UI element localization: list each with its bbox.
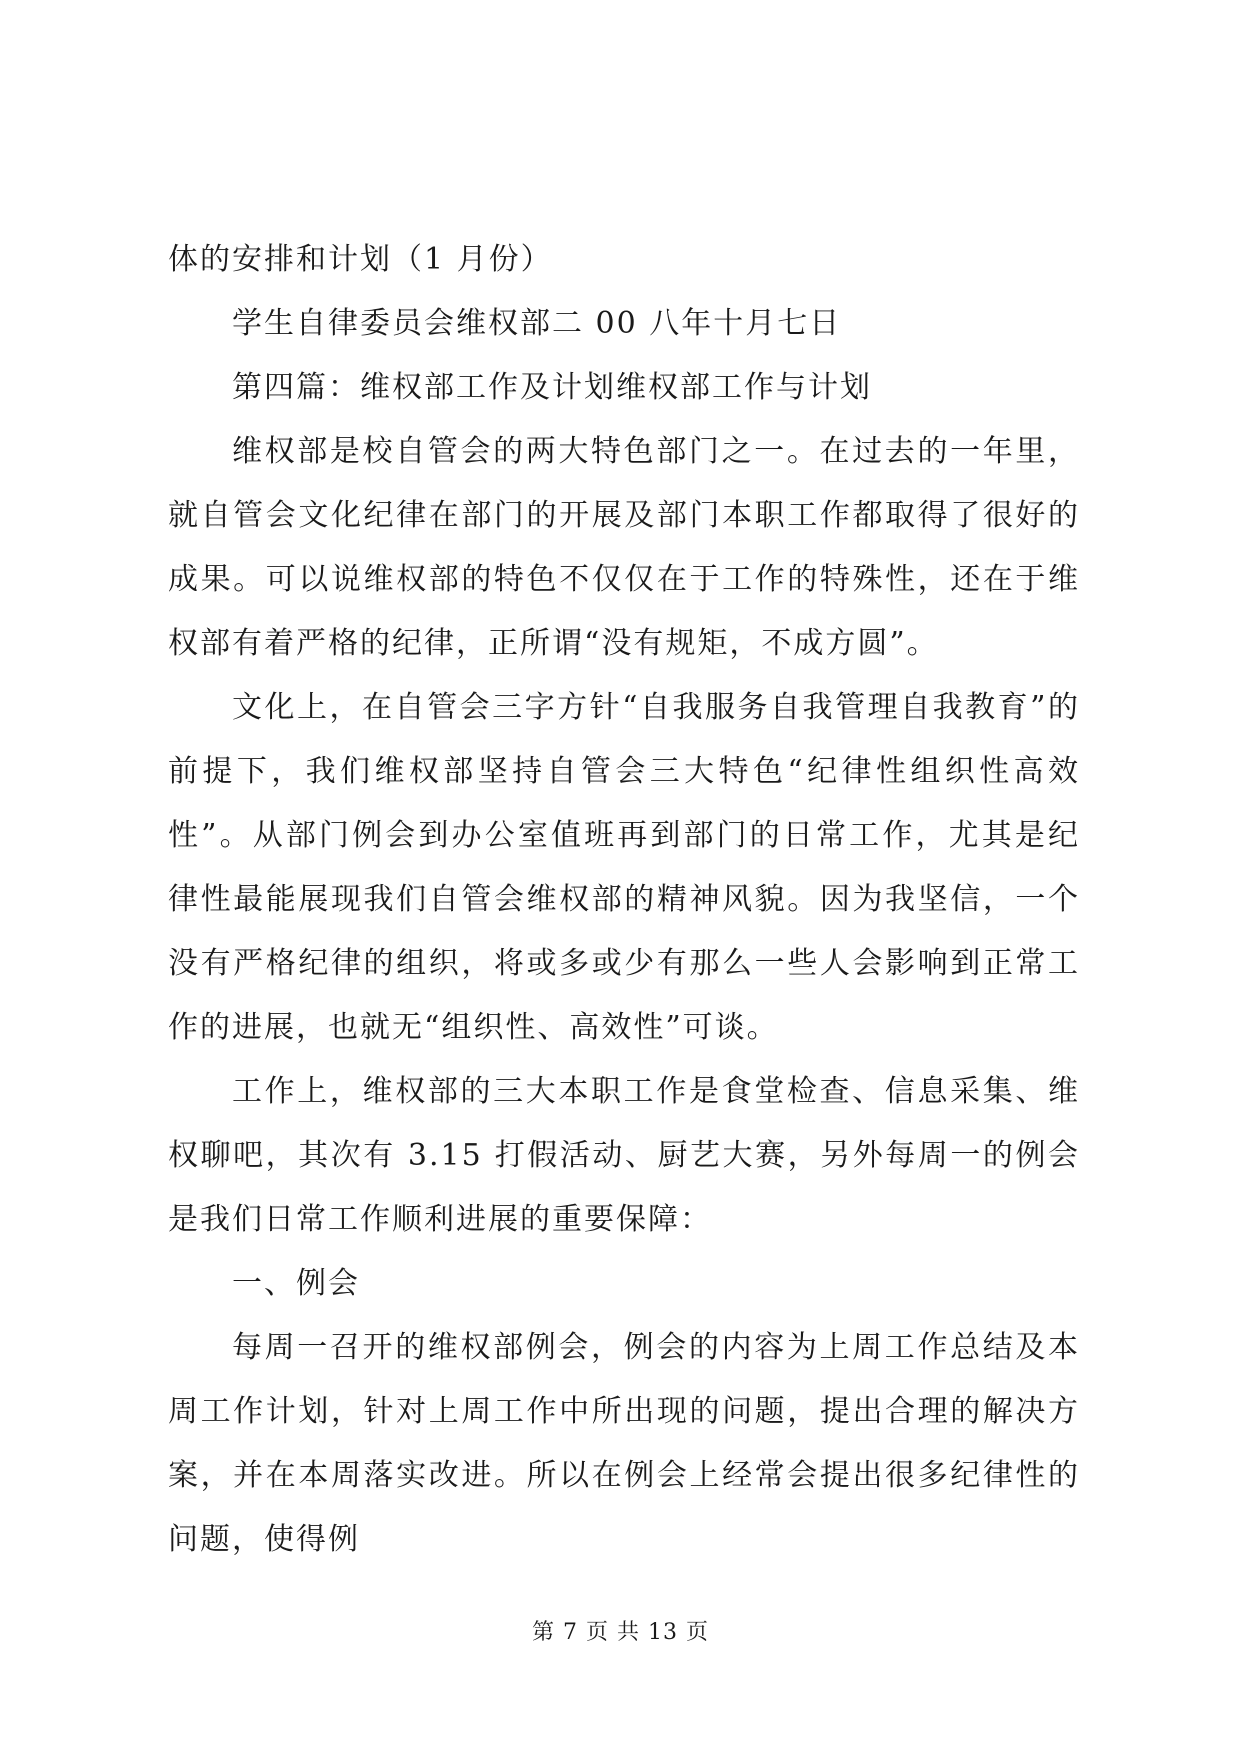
page-number-footer: 第 7 页 共 13 页 (532, 1620, 709, 1645)
subheading-meeting: 一、例会 (232, 1266, 360, 1301)
paragraph-continuation: 体的安排和计划（1 月份） (168, 242, 553, 277)
paragraph-culture: 文化上，在自管会三字方针“自我服务自我管理自我教育”的前提下，我们维权部坚持自管会三大特色“纪律性组织性高效性”。从部门例会到办公室值班再到部门的日常工作，尤其是纪律性最能展现我们自管会维权部的精神风貌。因为我坚信，一个没有严格纪律的组织，将或多或少有那么一些人会影响到正常工作的进展，也就无“组织性、高效性”可谈。 (168, 690, 1080, 1045)
paragraph-signature: 学生自律委员会维权部二 00 八年十月七日 (232, 306, 842, 341)
section-heading: 第四篇：维权部工作及计划维权部工作与计划 (232, 370, 872, 405)
document-body (168, 228, 1080, 1572)
paragraph-intro: 维权部是校自管会的两大特色部门之一。在过去的一年里，就自管会文化纪律在部门的开展及部门本职工作都取得了很好的成果。可以说维权部的特色不仅仅在于工作的特殊性，还在于维权部有着严格的纪律，正所谓“没有规矩，不成方圆”。 (168, 434, 1080, 661)
paragraph-work: 工作上，维权部的三大本职工作是食堂检查、信息采集、维权聊吧，其次有 3.15 打假活动、厨艺大赛，另外每周一的例会是我们日常工作顺利进展的重要保障： (168, 1074, 1080, 1237)
paragraph-meeting: 每周一召开的维权部例会，例会的内容为上周工作总结及本周工作计划，针对上周工作中所出现的问题，提出合理的解决方案，并在本周落实改进。所以在例会上经常会提出很多纪律性的问题，使得例 (168, 1330, 1080, 1557)
